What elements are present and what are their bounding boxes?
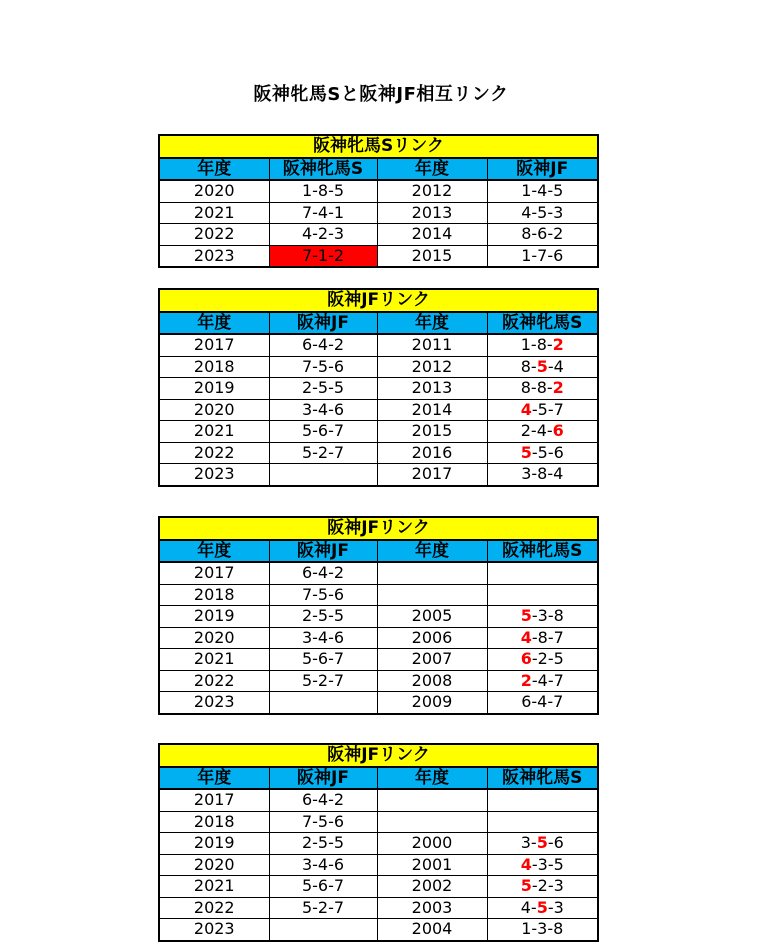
- link-number-hit: 4: [520, 854, 532, 874]
- table-row: [159, 670, 598, 692]
- link-number-part: 4: [520, 897, 531, 917]
- link-number-part: -: [531, 670, 538, 690]
- cell-year: 2022: [159, 442, 269, 464]
- link-number-part: -: [547, 833, 554, 853]
- table-row: [159, 378, 598, 400]
- link-number-part: -: [530, 356, 537, 376]
- link-number-part: -: [547, 606, 554, 626]
- cell-link-result: [487, 811, 598, 833]
- table-row: [159, 919, 598, 941]
- cell-year: 2017: [159, 562, 269, 584]
- link-number-part: 3: [537, 854, 548, 874]
- cell-result: 6-4-2: [269, 789, 377, 811]
- cell-year: 2022: [159, 224, 269, 246]
- table-row: [159, 584, 598, 606]
- link-number-hit: 6: [520, 649, 532, 669]
- link-number-part: -: [531, 876, 538, 896]
- cell-result: 7-4-1: [269, 202, 377, 224]
- cell-year: 2017: [159, 789, 269, 811]
- header-link-result: 阪神牝馬S: [487, 540, 598, 563]
- cell-year: 2018: [159, 584, 269, 606]
- link-number-part: 5: [553, 854, 564, 874]
- link-number-part: 7: [553, 399, 564, 419]
- link-number-part: 7: [537, 245, 548, 265]
- link-number-hit: 2: [552, 378, 564, 398]
- cell-link-result: [487, 876, 598, 898]
- link-number-part: 5: [537, 442, 548, 462]
- link-number-part: 2: [520, 421, 531, 441]
- cell-link-year: 2003: [377, 897, 487, 919]
- cell-link-year: 2015: [377, 245, 487, 267]
- page-title: 阪神牝馬Sと阪神JF相互リンク: [253, 84, 509, 105]
- link-number-part: -: [530, 833, 537, 853]
- link-number-part: -: [546, 378, 553, 398]
- cell-link-result: [487, 606, 598, 628]
- cell-year: 2022: [159, 897, 269, 919]
- cell-result: 5-2-7: [269, 442, 377, 464]
- link-number-part: 6: [537, 224, 548, 244]
- link-table-1: [158, 134, 599, 268]
- cell-link-year: 2004: [377, 919, 487, 941]
- link-number-part: 6: [553, 442, 564, 462]
- link-number-part: 4: [553, 356, 564, 376]
- header-link-year: 年度: [377, 540, 487, 563]
- cell-year: 2020: [159, 180, 269, 202]
- cell-year: 2021: [159, 202, 269, 224]
- link-number-part: 6: [521, 692, 532, 712]
- cell-link-result: [487, 224, 598, 246]
- cell-link-year: 2012: [377, 356, 487, 378]
- cell-link-year: 2014: [377, 224, 487, 246]
- cell-link-year: 2013: [377, 378, 487, 400]
- cell-result: 7-1-2: [269, 245, 377, 267]
- link-number-part: -: [546, 421, 553, 441]
- link-number-part: 4: [537, 692, 548, 712]
- link-number-part: 8: [553, 606, 564, 626]
- cell-year: 2021: [159, 649, 269, 671]
- link-number-part: -: [530, 897, 537, 917]
- link-number-hit: 5: [536, 356, 548, 376]
- cell-link-result: [487, 584, 598, 606]
- link-number-part: -: [547, 919, 554, 939]
- link-table-4: [158, 743, 599, 942]
- table-title: 阪神牝馬Sリンク: [159, 135, 598, 158]
- link-number-part: -: [531, 181, 538, 201]
- cell-link-result: [487, 649, 598, 671]
- header-year: 年度: [159, 767, 269, 790]
- cell-link-result: [487, 378, 598, 400]
- link-number-part: -: [547, 692, 554, 712]
- link-table-3: [158, 516, 599, 715]
- link-number-part: 4: [537, 181, 548, 201]
- link-number-hit: 4: [520, 627, 532, 647]
- cell-link-year: 2008: [377, 670, 487, 692]
- link-number-part: -: [531, 224, 538, 244]
- table-row: [159, 649, 598, 671]
- link-number-part: 5: [553, 181, 564, 201]
- link-number-part: 8: [536, 378, 547, 398]
- link-number-part: 8: [521, 224, 532, 244]
- link-number-part: -: [530, 335, 537, 355]
- table-row: [159, 606, 598, 628]
- header-link-year: 年度: [377, 158, 487, 181]
- link-number-hit: 5: [520, 606, 532, 626]
- cell-link-result: [487, 245, 598, 267]
- cell-link-year: 2014: [377, 399, 487, 421]
- cell-link-result: [487, 399, 598, 421]
- cell-result: 3-4-6: [269, 399, 377, 421]
- cell-link-year: [377, 584, 487, 606]
- cell-link-result: [487, 919, 598, 941]
- table-row: [159, 334, 598, 356]
- link-number-part: -: [547, 464, 554, 484]
- link-number-part: 6: [553, 833, 564, 853]
- header-link-result: 阪神牝馬S: [487, 767, 598, 790]
- table-row: [159, 876, 598, 898]
- link-number-part: -: [547, 897, 554, 917]
- cell-link-year: 2017: [377, 464, 487, 486]
- link-number-part: -: [547, 202, 554, 222]
- link-number-part: -: [547, 442, 554, 462]
- table-row: [159, 180, 598, 202]
- cell-link-result: [487, 692, 598, 714]
- cell-link-year: 2002: [377, 876, 487, 898]
- cell-year: 2018: [159, 356, 269, 378]
- cell-link-year: 2005: [377, 606, 487, 628]
- link-number-part: -: [531, 442, 538, 462]
- link-number-part: 8: [520, 356, 531, 376]
- link-number-hit: 5: [520, 876, 532, 896]
- table-row: [159, 562, 598, 584]
- cell-year: 2019: [159, 606, 269, 628]
- link-number-part: -: [530, 421, 537, 441]
- link-number-part: -: [531, 245, 538, 265]
- table-row: [159, 811, 598, 833]
- cell-link-year: [377, 811, 487, 833]
- link-number-hit: 2: [520, 670, 532, 690]
- link-number-part: 4: [521, 202, 532, 222]
- cell-result: 2-5-5: [269, 833, 377, 855]
- cell-result: [269, 919, 377, 941]
- cell-result: 4-2-3: [269, 224, 377, 246]
- link-number-part: -: [547, 181, 554, 201]
- header-result: 阪神牝馬S: [269, 158, 377, 181]
- cell-result: 5-2-7: [269, 670, 377, 692]
- cell-result: 3-4-6: [269, 854, 377, 876]
- link-number-part: -: [547, 649, 554, 669]
- table-row: [159, 421, 598, 443]
- link-number-part: 3: [537, 919, 548, 939]
- cell-link-year: 2006: [377, 627, 487, 649]
- cell-result: 2-5-5: [269, 378, 377, 400]
- cell-link-year: 2011: [377, 334, 487, 356]
- cell-link-result: [487, 464, 598, 486]
- table-row: [159, 224, 598, 246]
- link-number-part: 8: [536, 335, 547, 355]
- cell-link-year: [377, 562, 487, 584]
- table-row: [159, 399, 598, 421]
- cell-year: 2023: [159, 692, 269, 714]
- table-row: [159, 789, 598, 811]
- link-number-part: 1: [521, 181, 532, 201]
- table-title: 阪神JFリンク: [159, 289, 598, 312]
- link-number-part: -: [531, 854, 538, 874]
- link-number-part: 2: [537, 876, 548, 896]
- cell-result: [269, 464, 377, 486]
- link-number-part: -: [531, 649, 538, 669]
- link-number-hit: 4: [520, 399, 532, 419]
- cell-result: 5-6-7: [269, 649, 377, 671]
- cell-year: 2020: [159, 627, 269, 649]
- cell-link-year: 2016: [377, 442, 487, 464]
- cell-result: 1-8-5: [269, 180, 377, 202]
- cell-year: 2023: [159, 919, 269, 941]
- link-number-part: -: [531, 202, 538, 222]
- cell-link-result: [487, 421, 598, 443]
- cell-result: 6-4-2: [269, 334, 377, 356]
- header-link-year: 年度: [377, 767, 487, 790]
- link-number-part: 3: [553, 202, 564, 222]
- table-row: [159, 442, 598, 464]
- table-title: 阪神JFリンク: [159, 517, 598, 540]
- link-number-part: 2: [537, 649, 548, 669]
- link-number-part: 3: [553, 876, 564, 896]
- cell-link-result: [487, 202, 598, 224]
- cell-link-result: [487, 833, 598, 855]
- link-number-part: -: [531, 399, 538, 419]
- cell-year: 2023: [159, 245, 269, 267]
- link-number-part: 4: [536, 421, 547, 441]
- cell-year: 2018: [159, 811, 269, 833]
- cell-link-year: 2000: [377, 833, 487, 855]
- table-row: [159, 464, 598, 486]
- link-number-part: 7: [553, 692, 564, 712]
- cell-link-result: [487, 356, 598, 378]
- link-number-part: -: [546, 335, 553, 355]
- link-number-part: 3: [537, 606, 548, 626]
- cell-link-year: 2001: [377, 854, 487, 876]
- cell-result: 7-5-6: [269, 584, 377, 606]
- table-row: [159, 833, 598, 855]
- cell-link-year: 2007: [377, 649, 487, 671]
- header-result: 阪神JF: [269, 767, 377, 790]
- cell-result: 3-4-6: [269, 627, 377, 649]
- header-link-result: 阪神牝馬S: [487, 312, 598, 335]
- link-number-part: -: [547, 876, 554, 896]
- cell-link-year: 2013: [377, 202, 487, 224]
- link-number-part: -: [547, 854, 554, 874]
- header-year: 年度: [159, 158, 269, 181]
- cell-year: 2021: [159, 876, 269, 898]
- cell-link-year: 2012: [377, 180, 487, 202]
- link-number-part: -: [531, 692, 538, 712]
- link-number-part: 1: [521, 245, 532, 265]
- link-number-part: -: [547, 356, 554, 376]
- header-year: 年度: [159, 540, 269, 563]
- cell-year: 2020: [159, 399, 269, 421]
- cell-link-result: [487, 180, 598, 202]
- link-number-part: -: [531, 606, 538, 626]
- link-number-part: 5: [537, 202, 548, 222]
- cell-link-result: [487, 562, 598, 584]
- table-row: [159, 897, 598, 919]
- cell-year: 2020: [159, 854, 269, 876]
- cell-result: 6-4-2: [269, 562, 377, 584]
- header-link-year: 年度: [377, 312, 487, 335]
- cell-result: 2-5-5: [269, 606, 377, 628]
- cell-link-result: [487, 897, 598, 919]
- table-row: [159, 854, 598, 876]
- table-row: [159, 692, 598, 714]
- header-result: 阪神JF: [269, 540, 377, 563]
- link-number-part: -: [531, 919, 538, 939]
- link-number-part: 4: [553, 464, 564, 484]
- table-row: [159, 202, 598, 224]
- link-number-part: 3: [520, 833, 531, 853]
- header-link-result: 阪神JF: [487, 158, 598, 181]
- header-year: 年度: [159, 312, 269, 335]
- link-number-part: 6: [553, 245, 564, 265]
- link-number-part: -: [531, 627, 538, 647]
- link-number-part: 5: [553, 649, 564, 669]
- cell-result: 5-6-7: [269, 876, 377, 898]
- link-number-hit: 2: [552, 335, 564, 355]
- link-number-part: 8: [520, 378, 531, 398]
- cell-link-year: 2009: [377, 692, 487, 714]
- link-number-part: -: [547, 627, 554, 647]
- link-number-hit: 5: [536, 833, 548, 853]
- cell-link-result: [487, 334, 598, 356]
- link-number-part: 7: [553, 670, 564, 690]
- table-title: 阪神JFリンク: [159, 744, 598, 767]
- cell-result: 7-5-6: [269, 356, 377, 378]
- link-number-part: 8: [537, 627, 548, 647]
- cell-result: [269, 692, 377, 714]
- link-number-part: 4: [537, 670, 548, 690]
- cell-result: 5-6-7: [269, 421, 377, 443]
- link-number-hit: 6: [552, 421, 564, 441]
- cell-year: 2019: [159, 833, 269, 855]
- cell-result: 7-5-6: [269, 811, 377, 833]
- table-row: [159, 627, 598, 649]
- link-number-part: 8: [537, 464, 548, 484]
- cell-year: 2022: [159, 670, 269, 692]
- cell-year: 2023: [159, 464, 269, 486]
- cell-link-result: [487, 670, 598, 692]
- link-number-part: 2: [553, 224, 564, 244]
- link-number-hit: 5: [536, 897, 548, 917]
- cell-link-result: [487, 854, 598, 876]
- cell-link-result: [487, 627, 598, 649]
- link-number-part: 5: [537, 399, 548, 419]
- link-number-part: -: [547, 245, 554, 265]
- link-number-part: 8: [553, 919, 564, 939]
- table-row: [159, 245, 598, 267]
- cell-link-result: [487, 789, 598, 811]
- link-number-part: 1: [520, 335, 531, 355]
- link-number-part: 3: [521, 464, 532, 484]
- link-number-part: 1: [521, 919, 532, 939]
- cell-link-result: [487, 442, 598, 464]
- cell-year: 2019: [159, 378, 269, 400]
- cell-year: 2021: [159, 421, 269, 443]
- link-number-part: -: [530, 378, 537, 398]
- cell-year: 2017: [159, 334, 269, 356]
- link-number-part: -: [547, 224, 554, 244]
- link-table-2: [158, 288, 599, 487]
- link-number-part: -: [531, 464, 538, 484]
- link-number-part: 7: [553, 627, 564, 647]
- table-row: [159, 356, 598, 378]
- header-result: 阪神JF: [269, 312, 377, 335]
- link-number-part: 3: [553, 897, 564, 917]
- cell-result: 5-2-7: [269, 897, 377, 919]
- link-number-hit: 5: [520, 442, 532, 462]
- cell-link-year: [377, 789, 487, 811]
- cell-link-year: 2015: [377, 421, 487, 443]
- link-number-part: -: [547, 399, 554, 419]
- link-number-part: -: [547, 670, 554, 690]
